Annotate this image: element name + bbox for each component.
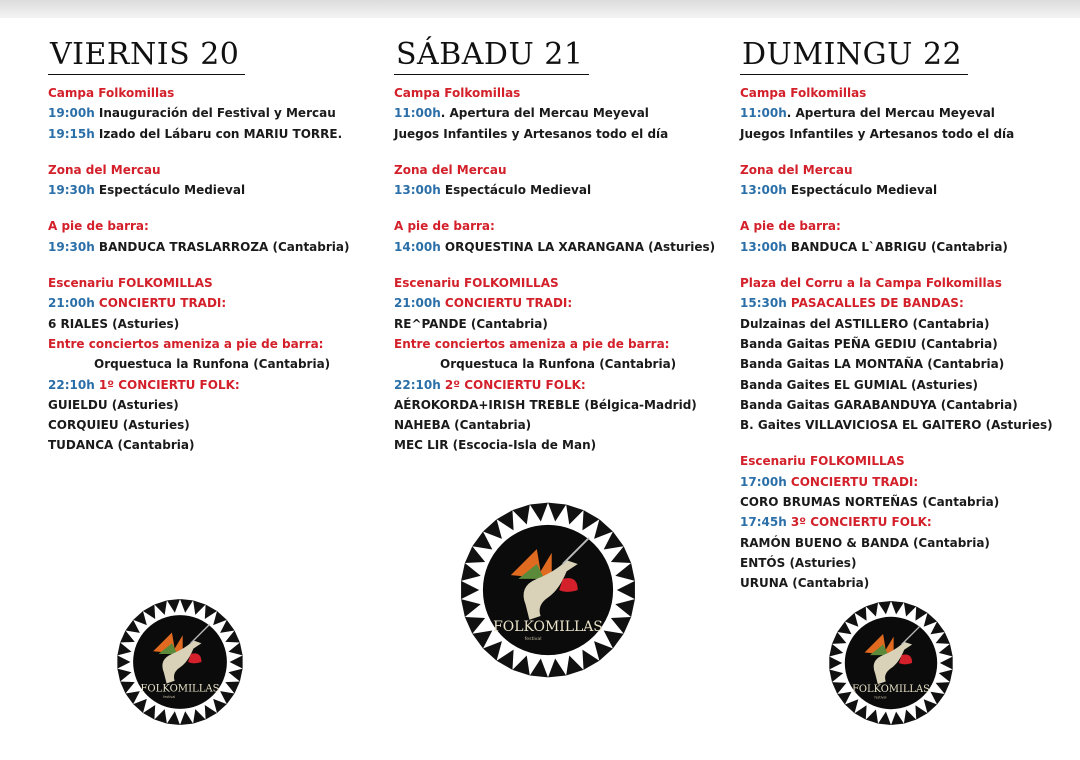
time-label: 11:00h [740,106,787,121]
schedule-row [48,415,378,435]
section-heading: Escenariu FOLKOMILLAS [394,276,559,291]
schedule-row [740,180,1070,200]
time-label: 13:00h [740,239,787,254]
row-text: B. Gaites VILLAVICIOSA EL GAITERO (Asturies) [740,418,1053,433]
schedule-row [48,293,378,313]
row-text: 6 RIALES (Asturies) [48,316,180,331]
schedule-row [48,435,378,455]
row-text: Espectáculo Medieval [94,183,246,198]
time-label: 21:00h [394,296,441,311]
time-label: 19:30h [48,183,95,198]
section-heading: Escenariu FOLKOMILLAS [48,276,213,291]
section-heading: A pie de barra: [740,219,841,234]
row-text: URUNA (Cantabria) [740,576,870,591]
time-label: 21:00h [48,296,95,311]
schedule-row [394,103,724,123]
schedule-row [740,237,1070,257]
schedule-row: Entre conciertos ameniza a pie de barra: [48,336,324,351]
schedule-row [48,103,378,123]
schedule-row [740,533,1070,553]
logo-name: FOLKOMILLAS [852,684,930,696]
row-text: Banda Gaitas GARABANDUYA (Cantabria) [740,397,1018,412]
row-text: BANDUCA TRASLARROZA (Cantabria) [94,239,350,254]
schedule-row [394,237,724,257]
section-heading: Zona del Mercau [48,162,161,177]
act-title: CONCIERTU TRADI: [94,296,227,311]
schedule-row [48,375,378,395]
row-text: Orquestuca la Runfona (Cantabria) [440,357,677,372]
block-gap [740,200,1070,216]
row-text: Inauguración del Festival y Mercau [94,106,336,121]
section-heading: Escenariu FOLKOMILLAS [740,454,905,469]
row-text: . Apertura del Mercau Meyeval [440,106,649,121]
row-text: Banda Gaitas LA MONTAÑA (Cantabria) [740,357,1005,372]
row-text: Izado del Lábaru con MARIU TORRE. [94,126,343,141]
schedule-row [394,124,724,144]
time-label: 13:00h [394,183,441,198]
schedule-row [740,472,1070,492]
schedule-row [48,180,378,200]
schedule-row [740,375,1070,395]
schedule-row [394,375,724,395]
block-gap [394,257,724,273]
time-label: 11:00h [394,106,441,121]
block-gap [48,144,378,160]
act-title: 3º CONCIERTU FOLK: [786,515,932,530]
block-gap [48,200,378,216]
schedule-row [740,354,1070,374]
row-text: ORQUESTINA LA XARANGANA (Asturies) [440,239,716,254]
schedule-row [740,415,1070,435]
row-text: Banda Gaitas PEÑA GEDIU (Cantabria) [740,336,998,351]
row-text: CORQUIEU (Asturies) [48,418,190,433]
schedule-row [740,512,1070,532]
section-heading: Campa Folkomillas [394,86,521,100]
block-gap [48,257,378,273]
top-edge [0,0,1080,18]
schedule-row [394,314,724,334]
section-heading: Zona del Mercau [740,162,853,177]
block-gap [740,257,1070,273]
schedule-row [740,124,1070,144]
logo-name: FOLKOMILLAS [140,683,220,695]
schedule-row [48,124,378,144]
time-label: 22:10h [394,377,441,392]
time-label: 17:45h [740,515,787,530]
column-dumingu [740,36,1070,594]
row-text: NAHEBA (Cantabria) [394,418,532,433]
act-title: 1º CONCIERTU FOLK: [94,377,240,392]
folkomillas-logo-large-center [455,497,641,683]
day-title: VIERNIS 20 [48,36,245,75]
day-title: SÁBADU 21 [394,36,589,75]
row-text: TUDANCA (Cantabria) [48,438,195,453]
block-gap [394,144,724,160]
time-label: 17:00h [740,474,787,489]
time-label: 19:15h [48,126,95,141]
schedule-row [394,293,724,313]
time-label: 15:30h [740,296,787,311]
schedule-row [48,354,378,374]
row-text: Espectáculo Medieval [786,183,938,198]
schedule-row [394,180,724,200]
row-text: MEC LIR (Escocia-Isla de Man) [394,438,597,453]
time-label: 19:30h [48,239,95,254]
row-text: AÉROKORDA+IRISH TREBLE (Bélgica-Madrid) [394,397,697,412]
schedule-row [394,435,724,455]
logo-subtitle: festival [874,695,887,700]
act-title: PASACALLES DE BANDAS: [786,296,964,311]
block-gap [394,200,724,216]
folkomillas-logo-small-left [113,595,247,729]
section-heading: A pie de barra: [394,219,495,234]
row-text: . Apertura del Mercau Meyeval [786,106,995,121]
schedule-row [48,314,378,334]
schedule-row [740,103,1070,123]
row-text: Espectáculo Medieval [440,183,592,198]
block-gap [740,144,1070,160]
logo-subtitle: festival [163,695,176,700]
logo-subtitle: festival [524,637,542,643]
schedule-row [740,573,1070,593]
schedule-row [48,237,378,257]
section-heading: Campa Folkomillas [48,86,175,100]
act-title: CONCIERTU TRADI: [440,296,573,311]
folkomillas-logo-small-right [825,597,957,729]
section-heading: Plaza del Corru a la Campa Folkomillas [740,276,1002,291]
schedule-row [740,293,1070,313]
row-text: BANDUCA L`ABRIGU (Cantabria) [786,239,1008,254]
section-heading: Zona del Mercau [394,162,507,177]
time-label: 13:00h [740,183,787,198]
time-label: 14:00h [394,239,441,254]
column-viernis [48,36,378,456]
row-text: Juegos Infantiles y Artesanos todo el día [740,126,1015,141]
schedule-row [740,334,1070,354]
row-text: Banda Gaites EL GUMIAL (Asturies) [740,377,979,392]
column-sabadu [394,36,724,456]
act-title: 2º CONCIERTU FOLK: [440,377,586,392]
row-text: RE^PANDE (Cantabria) [394,316,548,331]
row-text: CORO BRUMAS NORTEÑAS (Cantabria) [740,495,1000,510]
schedule-row [740,492,1070,512]
schedule-row [48,395,378,415]
row-text: Dulzainas del ASTILLERO (Cantabria) [740,316,990,331]
row-text: Orquestuca la Runfona (Cantabria) [94,357,331,372]
logo-name: FOLKOMILLAS [493,618,603,635]
time-label: 19:00h [48,106,95,121]
time-label: 22:10h [48,377,95,392]
block-gap [740,435,1070,451]
schedule-row: Entre conciertos ameniza a pie de barra: [394,336,670,351]
schedule-row [740,553,1070,573]
schedule-row [394,395,724,415]
section-heading: A pie de barra: [48,219,149,234]
row-text: RAMÓN BUENO & BANDA (Cantabria) [740,535,990,550]
day-title: DUMINGU 22 [740,36,968,75]
schedule-row [740,395,1070,415]
row-text: ENTÓS (Asturies) [740,555,857,570]
schedule-row [394,354,724,374]
section-heading: Campa Folkomillas [740,86,867,100]
row-text: Juegos Infantiles y Artesanos todo el día [394,126,669,141]
row-text: GUIELDU (Asturies) [48,397,179,412]
schedule-row [740,314,1070,334]
schedule-row [394,415,724,435]
act-title: CONCIERTU TRADI: [786,474,919,489]
